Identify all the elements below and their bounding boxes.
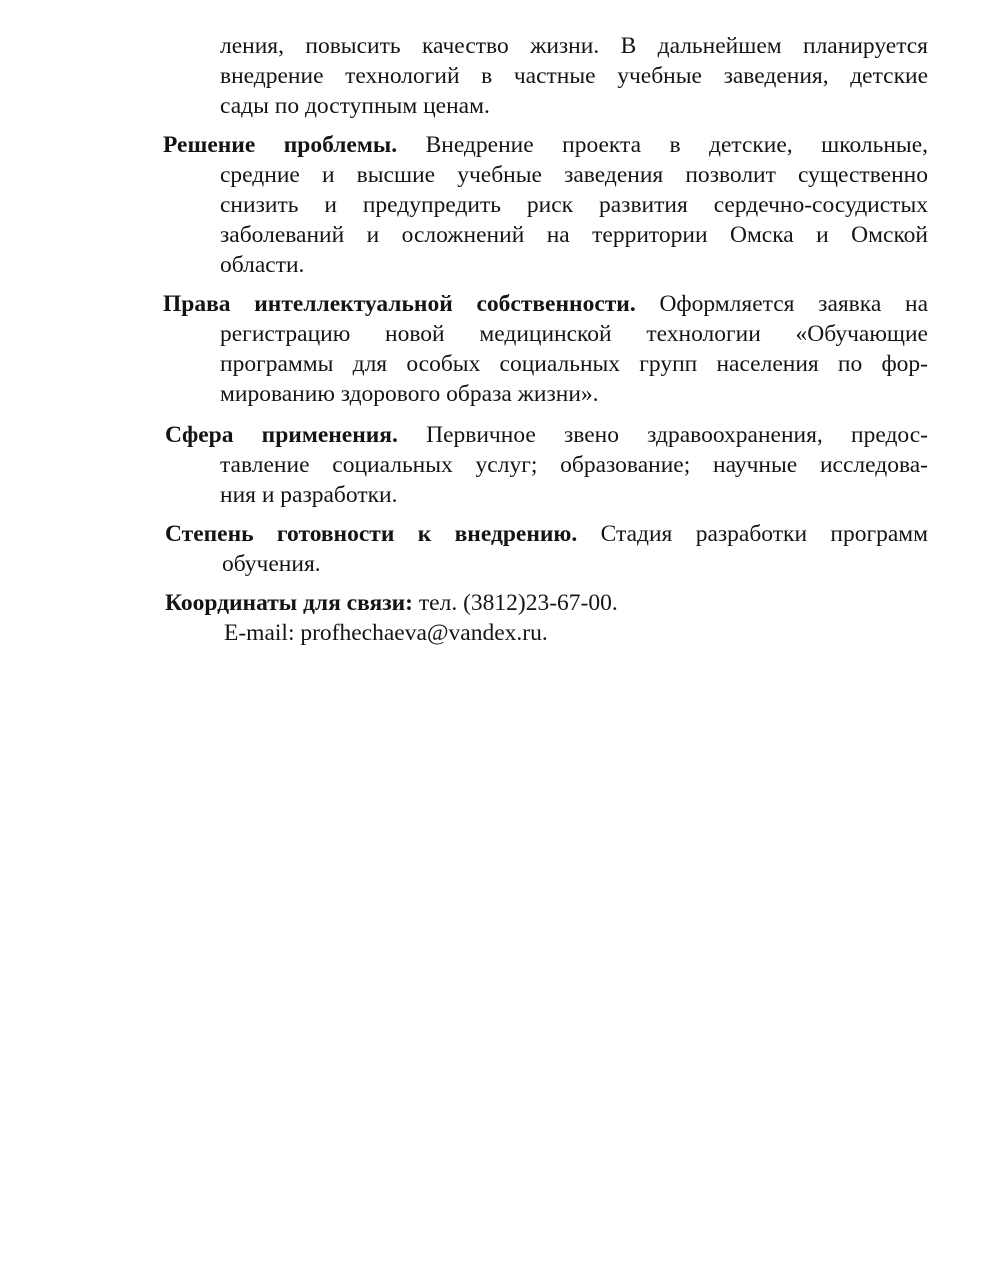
scope-line-1 [165, 420, 928, 450]
ip-rights-text-1: Оформляется заявка на [659, 291, 929, 317]
readiness-line-1 [165, 519, 928, 549]
ip-rights-line-4: мированию здорового образа жизни». [220, 381, 599, 407]
readiness-line-2: обучения. [222, 551, 321, 577]
solution-heading: Решение проблемы. [163, 132, 398, 158]
contacts-email: E-mail: profhechaeva@vandex.ru. [224, 620, 548, 646]
ip-rights-line-3: программы для особых социальных групп населения по фор- [220, 351, 928, 377]
contacts-heading: Координаты для связи: [165, 590, 414, 616]
scope-text-1: Первичное звено здравоохранения, предос- [426, 422, 928, 448]
intro-line-1: ления, повысить качество жизни. В дальнейшем планируется [220, 33, 928, 59]
solution-text-1: Внедрение проекта в детские, школьные, [425, 132, 929, 158]
readiness-heading: Степень готовности к внедрению. [165, 521, 578, 547]
readiness-text-1: Стадия разработки программ [600, 521, 929, 547]
solution-line-3: снизить и предупредить риск развития сердечно-сосудистых [220, 192, 928, 218]
ip-rights-line-2: регистрацию новой медицинской технологии «Обучающие [220, 321, 928, 347]
scope-heading: Сфера применения. [165, 422, 398, 448]
scope-line-3: ния и разработки. [220, 482, 398, 508]
solution-line-5: области. [220, 252, 305, 278]
solution-line-1 [163, 130, 928, 160]
ip-rights-line-1 [163, 289, 928, 319]
solution-line-2: средние и высшие учебные заведения позволит существенно [220, 162, 928, 188]
contacts-phone: тел. (3812)23-67-00. [418, 590, 618, 616]
intro-line-2: внедрение технологий в частные учебные заведения, детские [220, 63, 928, 89]
ip-rights-heading: Права интеллектуальной собственности. [163, 291, 636, 317]
contacts-line-1 [165, 588, 618, 618]
intro-line-3: сады по доступным ценам. [220, 93, 490, 119]
solution-line-4: заболеваний и осложнений на территории Омска и Омской [220, 222, 928, 248]
scope-line-2: тавление социальных услуг; образование; научные исследова- [220, 452, 928, 478]
